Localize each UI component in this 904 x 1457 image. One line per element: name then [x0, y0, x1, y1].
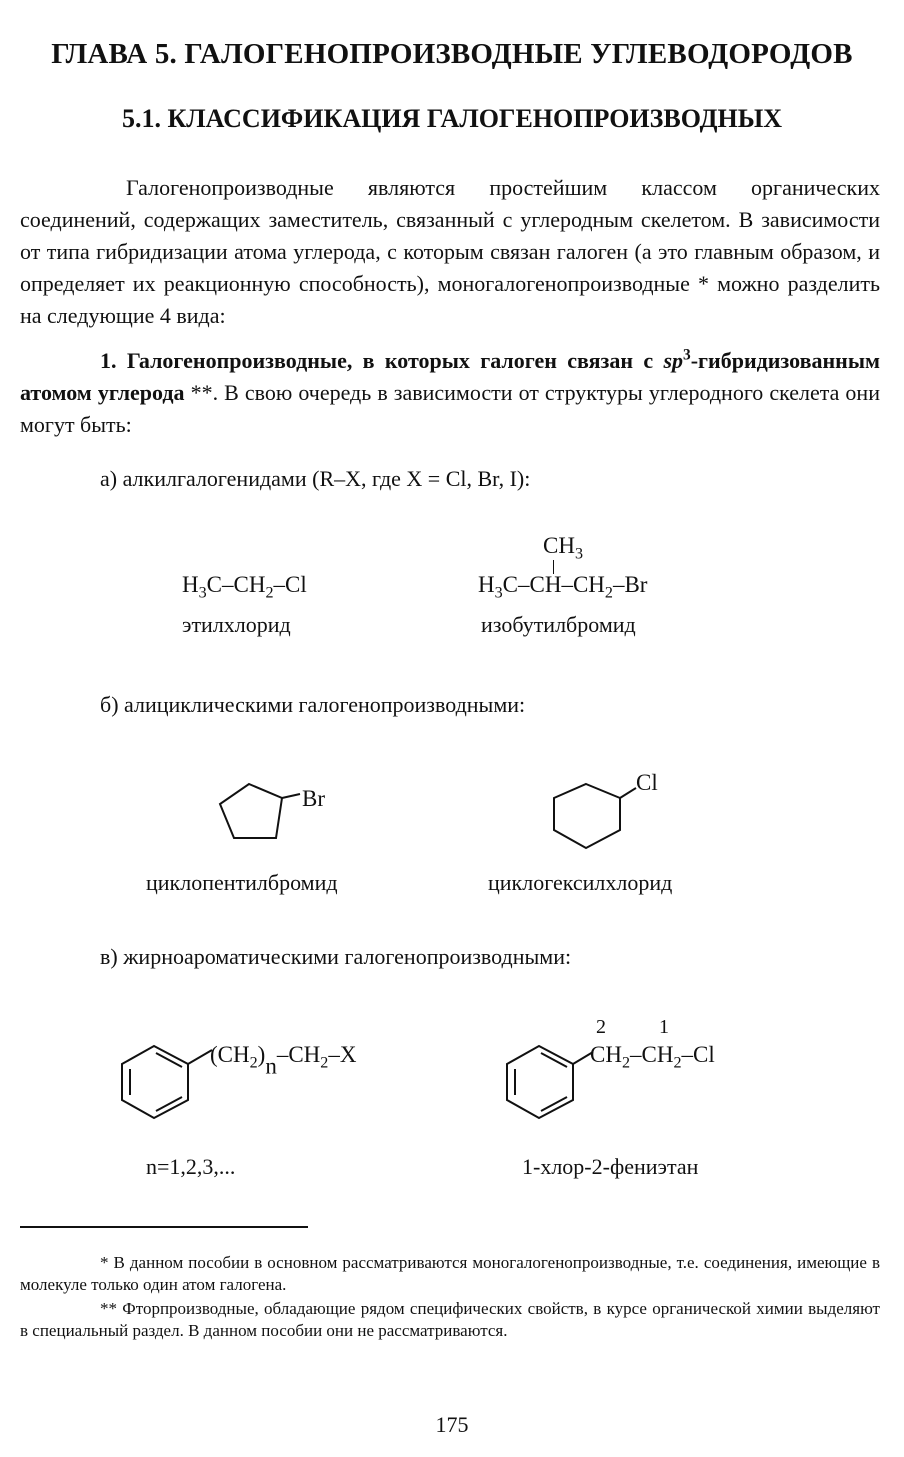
caption-chloroethyl: 1-хлор-2-фениэтан — [522, 1154, 699, 1179]
footnote-2: ** Фторпроизводные, обладающие рядом специфических свойств, в курсе органической химии выделяют в специальный раздел. В данном пособии они не рассматриваются. — [20, 1299, 880, 1340]
sp-label: sp — [663, 348, 684, 374]
paragraph-bold-end: -гибридизованным атомом углерода — [20, 348, 880, 406]
item-a-alkyl-halides: а) алкилгалогенидами (R–X, где X = Cl, Br, I): — [100, 466, 531, 491]
paragraph-classification — [20, 340, 880, 441]
section-title: 5.1. КЛАССИФИКАЦИЯ ГАЛОГЕНОПРОИЗВОДНЫХ — [121, 104, 783, 133]
footnote-divider — [20, 1226, 308, 1228]
caption-cyclopentyl-bromide: циклопентилбромид — [146, 870, 338, 895]
caption-isobutyl-bromide: изобутилбромид — [481, 612, 636, 637]
paragraph-bold-start: 1. Галогенопроизводные, в которых галоген связан с — [100, 348, 664, 374]
carbon-number-1: 1 — [659, 1016, 669, 1038]
chapter-title: ГЛАВА 5. ГАЛОГЕНОПРОИЗВОДНЫЕ УГЛЕВОДОРОДОВ — [51, 38, 853, 70]
sp-superscript: 3 — [683, 347, 691, 364]
carbon-number-2: 2 — [596, 1016, 606, 1038]
paragraph-intro: Галогенопроизводные являются простейшим классом органических соединений, содержащих заместитель, связанный с углеродным скелетом. В зависимости от типа гибридизации атома углерода, с которым связан галоген (а это главным образом, и определяет их реакционную способность), моногалогенопроизводные * можно разделить на следующие 4 вида: — [20, 175, 880, 328]
cyclopentane-ring-icon — [218, 782, 308, 862]
formula-chloroethyl-chain: $CH_2-CH_2-Cl$ — [590, 1042, 715, 1072]
benzene-ring-icon — [120, 1044, 220, 1134]
cyclopentyl-halogen: Br — [302, 786, 325, 811]
caption-n-values: n=1,2,3,... — [146, 1154, 236, 1179]
caption-cyclohexyl-chloride: циклогексилхлорид — [488, 870, 673, 895]
item-c-arylalkyl: в) жирноароматическими галогенопроизводными: — [100, 944, 572, 969]
paragraph-rest: **. В свою очередь в зависимости от структуры углеродного скелета они могут быть: — [20, 380, 880, 438]
formula-isobutyl-branch: $CH_3$ — [543, 533, 583, 563]
caption-ethyl-chloride: этилхлорид — [182, 612, 291, 637]
formula-isobutyl-bromide: $H_3C-CH-CH_2-Br$ — [478, 572, 648, 602]
formula-aryl-chain: $(CH_2)_n-CH_2-X$ — [210, 1042, 357, 1079]
formula-ethyl-chloride: $H_3C-CH_2-Cl$ — [182, 572, 307, 602]
item-b-alicyclic: б) алициклическими галогенопроизводными: — [100, 692, 526, 717]
footnote-1: * В данном пособии в основном рассматриваются моногалогенопроизводные, т.е. соединения, имеющие в молекуле только один атом галогена. — [20, 1253, 880, 1294]
page-number: 175 — [435, 1412, 469, 1437]
cyclohexyl-halogen: Cl — [636, 770, 658, 795]
